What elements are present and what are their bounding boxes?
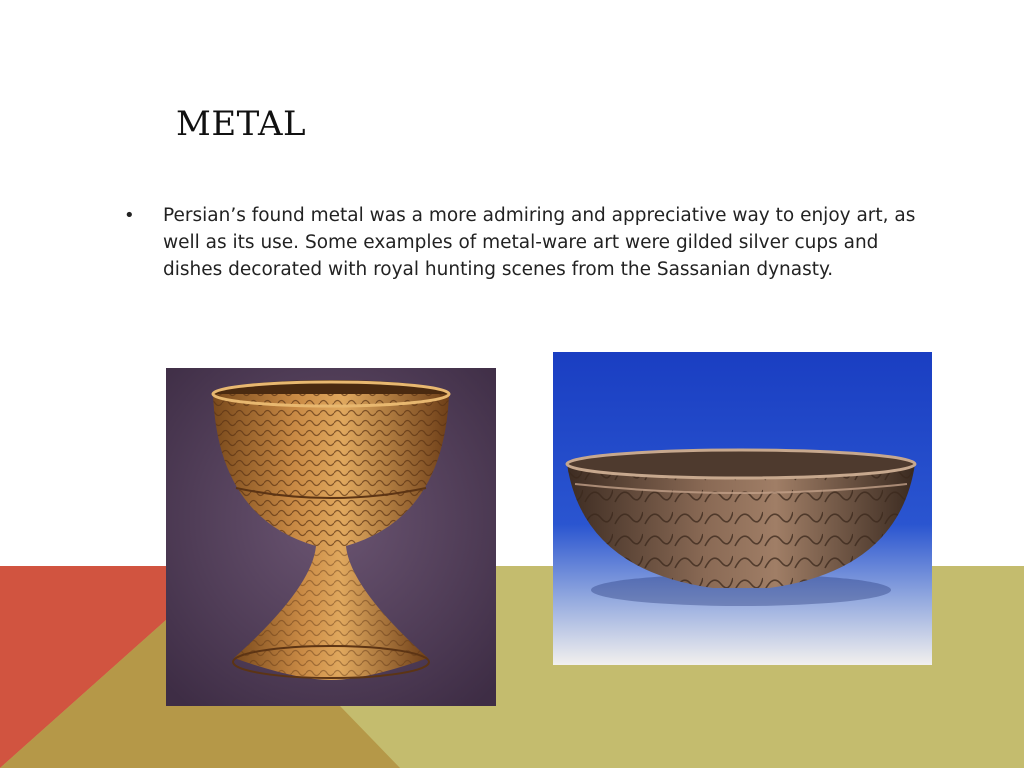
bullet-list — [120, 202, 920, 283]
slide-title: METAL — [176, 104, 307, 144]
bullet-item — [120, 202, 920, 283]
metal-goblet-photo — [166, 368, 496, 706]
bullet-marker: • — [124, 205, 135, 226]
metal-bowl-photo — [553, 352, 932, 665]
bullet-text: Persian’s found metal was a more admiring and appreciative way to enjoy art, as well as its use. Some examples of metal-ware art were gilded silver cups and dishes decorated with royal hunting scenes from the Sassanian dynasty. — [163, 205, 916, 280]
